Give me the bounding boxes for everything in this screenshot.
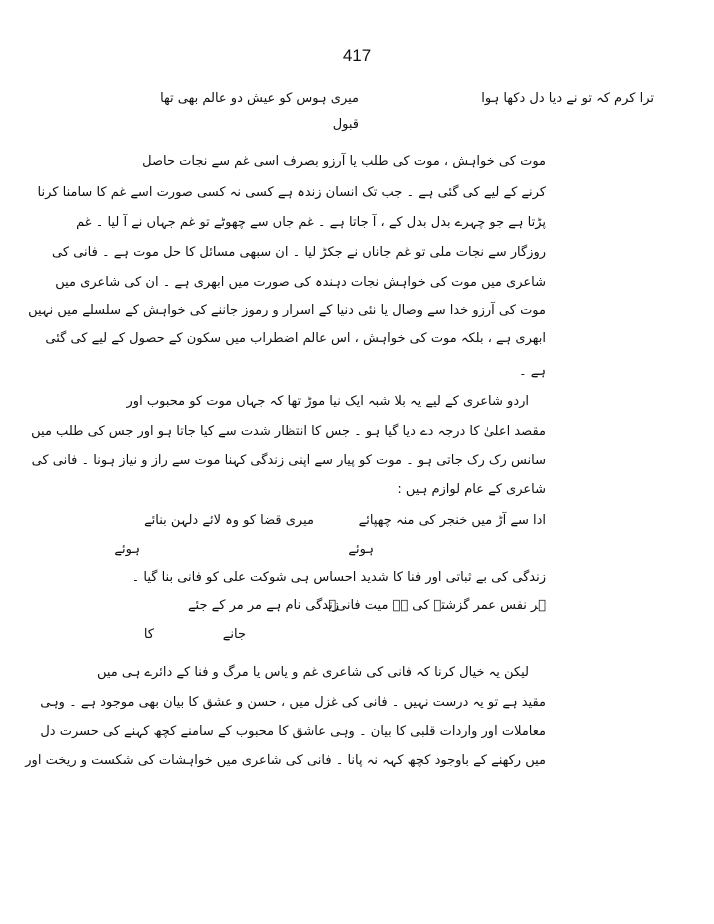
couplet-2-line-2: میری قضا کو وہ لائے دلہن بنائے: [144, 513, 314, 528]
couplet-3-line-1: ہر نفس عمر گزشتہ کی ہے میت فانیؔ: [328, 598, 546, 613]
page-number: 417: [342, 46, 372, 65]
couplet-1-continuation: قبول: [332, 117, 359, 132]
paragraph-1-line: کرنے کے لیے کی گئی ہے ۔ جب تک انسان زندہ ہے کسی نہ کسی صورت اسے غم کا سامنا کرنا: [37, 185, 546, 200]
paragraph-1-line: ابھری ہے ، بلکہ موت کی خواہش ، اس عالم اضطراب میں سکون کے حصول کے لیے کی گئی: [45, 331, 546, 346]
paragraph-1-line: موت کی خواہش ، موت کی طلب یا آرزو بصرف اسی غم سے نجات حاصل: [142, 154, 546, 169]
paragraph-2-line: سانس رک رک جاتی ہو ۔ موت کو پیار سے اپنی زندگی کہنا موت سے راز و نیاز ہونا ۔ فانی کی: [31, 453, 546, 468]
paragraph-2-line: مقصد اعلیٰ کا درجہ دے دیا گیا ہو ۔ جس کا انتظار شدت سے کیا جاتا ہو اور جس کی طلب میں: [31, 424, 546, 439]
paragraph-1-line: ہے ۔: [519, 364, 546, 379]
couplet-2-line-2-end: ہوئے: [114, 542, 140, 557]
paragraph-4-line: میں رکھنے کے باوجود کچھ کہہ نہ پانا ۔ فانی کی شاعری میں خواہشات کی شکست و ریخت اور: [25, 753, 546, 768]
paragraph-1-line: موت کی آرزو خدا سے وصال یا نئی دنیا کے اسرار و رموز جاننے کی خواہش کے سلسلے میں نہیں: [28, 303, 546, 318]
paragraph-1-line: روزگار سے نجات ملی تو غم جاناں نے جکڑ لیا ۔ ان سبھی مسائل کا حل موت ہے ۔ فانی کی: [52, 245, 546, 260]
paragraph-2-line: شاعری کے عام لوازم ہیں :: [397, 482, 546, 497]
couplet-3-line-2-end-b: کا: [143, 627, 154, 642]
paragraph-1-line: شاعری میں موت کی خواہش نجات دہندہ کی صورت میں ابھری ہے ۔ ان کی شاعری میں: [55, 275, 546, 290]
paragraph-1-line: پڑتا ہے جو چہرے بدل بدل کے ، آ جاتا ہے ۔ غم جاں سے چھوٹے تو غم جہاں نے آ لیا ۔ غم: [76, 215, 546, 230]
couplet-1-line-2: ترا کرم کہ تو نے دیا دل دکھا ہوا: [481, 91, 654, 106]
paragraph-4-line: لیکن یہ خیال کرنا کہ فانی کی شاعری غم و یاس یا مرگ و فنا کے دائرے ہی میں: [96, 665, 529, 680]
couplet-3-line-2-end-a: جانے: [222, 627, 246, 642]
paragraph-2-line: اردو شاعری کے لیے یہ بلا شبہ ایک نیا موڑ تھا کہ جہاں موت کو محبوب اور: [126, 394, 529, 409]
couplet-2-line-1-end: ہوئے: [348, 542, 374, 557]
couplet-2-line-1: ادا سے آڑ میں خنجر کی منہ چھپائے: [358, 513, 546, 528]
paragraph-4-line: مقید ہے تو یہ درست نہیں ۔ فانی کی غزل میں ، حسن و عشق کا بیان بھی موجود ہے ۔ وہی: [40, 695, 546, 710]
paragraph-4-line: معاملات اور واردات قلبی کا بیان ۔ وہی عاشق کا محبوب کے سامنے کچھ کہنے کی حسرت دل: [40, 724, 546, 739]
couplet-3-line-2: زندگی نام ہے مر مر کے جئے: [187, 598, 339, 613]
sentence-3: زندگی کی بے ثباتی اور فنا کا شدید احساس ہی شوکت علی کو فانی بنا گیا ۔: [131, 570, 546, 585]
couplet-1-line-1: میری ہوس کو عیش دو عالم بھی تھا: [160, 91, 359, 106]
